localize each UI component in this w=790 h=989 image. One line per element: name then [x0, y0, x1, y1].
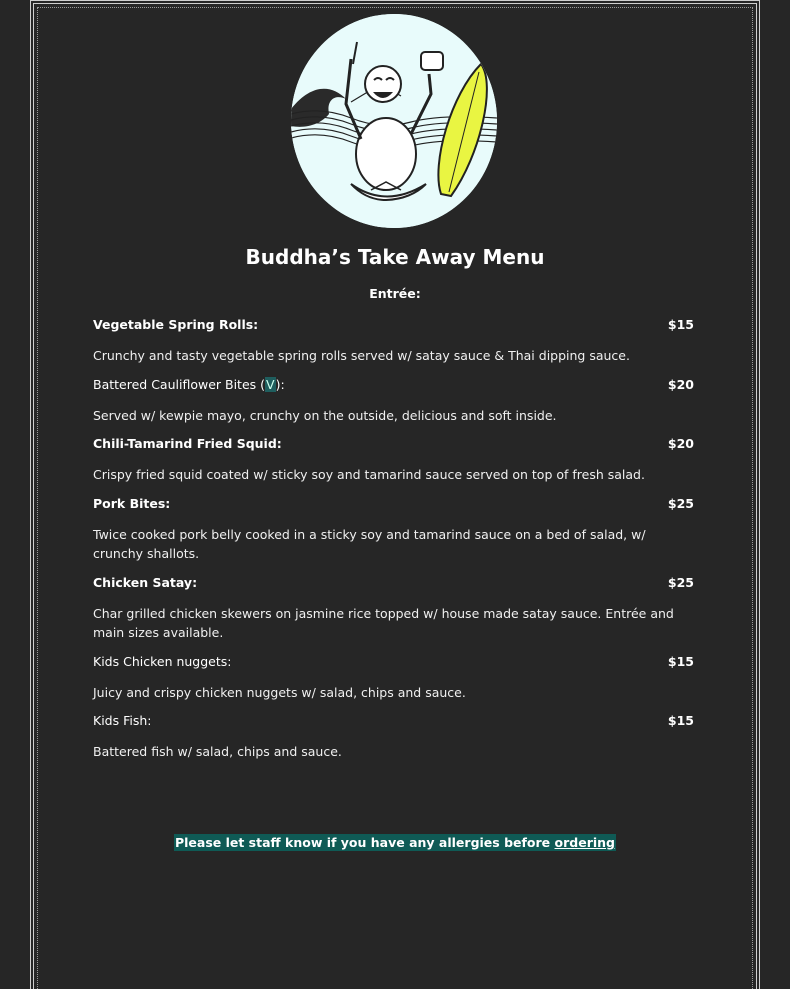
- menu-list: [93, 316, 698, 772]
- menu-title: Buddha’s Take Away Menu: [245, 245, 545, 269]
- item-price: $15: [667, 713, 694, 728]
- item-description: Battered fish w/ salad, chips and sauce.: [93, 744, 342, 759]
- item-description: Juicy and crispy chicken nuggets w/ salad, chips and sauce.: [93, 684, 466, 700]
- item-name-suffix: ):: [275, 376, 285, 392]
- section-heading-entree: Entrée:: [369, 286, 421, 301]
- item-description: Crunchy and tasty vegetable spring rolls served w/ satay sauce & Thai dipping sauce.: [93, 348, 630, 363]
- item-name: Chicken Satay:: [93, 574, 198, 590]
- vegetarian-mark: V: [266, 376, 275, 392]
- item-name: Pork Bites:: [93, 495, 171, 511]
- item-price: $20: [667, 376, 694, 392]
- menu-item: [93, 653, 698, 713]
- item-description: Crispy fried squid coated w/ sticky soy and tamarind sauce served on top of fresh salad.: [93, 467, 645, 482]
- menu-item: [93, 376, 698, 436]
- allergy-notice: [0, 835, 790, 850]
- allergy-notice-text: Please let staff know if you have any allergies before: [174, 835, 555, 850]
- buddha-logo: [291, 14, 497, 228]
- item-description: Twice cooked pork belly cooked in a sticky soy and tamarind sauce on a bed of salad, w/ crunchy shallots.: [93, 526, 646, 561]
- item-name-prefix: Battered Cauliflower Bites (: [93, 376, 265, 392]
- item-name: Kids Fish:: [93, 713, 152, 728]
- item-name: [93, 377, 285, 392]
- item-price: $15: [667, 317, 694, 332]
- ordering-link[interactable]: ordering: [554, 835, 616, 850]
- menu-item: [93, 495, 698, 574]
- menu-item: [93, 316, 698, 376]
- item-name: Kids Chicken nuggets:: [93, 653, 232, 669]
- menu-item: [93, 574, 698, 653]
- item-price: $25: [667, 574, 694, 590]
- menu-item: [93, 712, 698, 772]
- buddha-surf-icon: [291, 14, 497, 228]
- item-description: Served w/ kewpie mayo, crunchy on the outside, delicious and soft inside.: [93, 407, 557, 423]
- allergy-notice-highlight: [174, 834, 616, 851]
- item-price: $25: [667, 495, 694, 511]
- item-description: Char grilled chicken skewers on jasmine rice topped w/ house made satay sauce. Entrée and main sizes available.: [93, 605, 674, 640]
- item-price: $20: [667, 436, 694, 451]
- item-name: Chili-Tamarind Fried Squid:: [93, 436, 282, 451]
- item-name: Vegetable Spring Rolls:: [93, 317, 259, 332]
- menu-item: [93, 435, 698, 495]
- item-price: $15: [667, 653, 694, 669]
